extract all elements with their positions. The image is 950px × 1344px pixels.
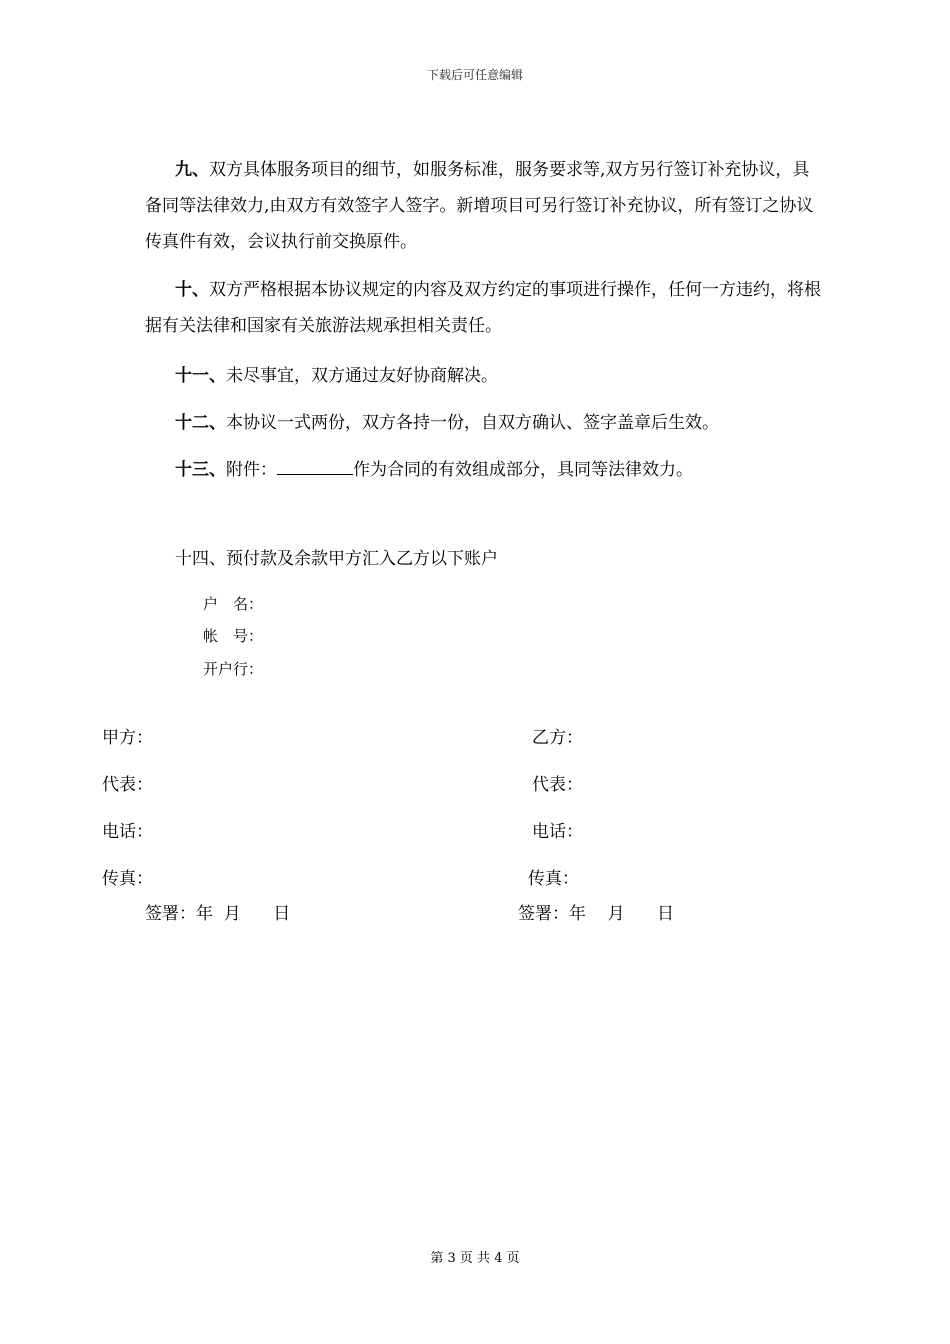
clause-13 bbox=[145, 452, 825, 488]
clause-11-text: 未尽事宜，双方通过友好协商解决。 bbox=[226, 366, 498, 386]
party-a-fax-label: 传真： bbox=[102, 869, 153, 889]
clause-14-text: 预付款及余款甲方汇入乙方以下账户 bbox=[226, 549, 498, 569]
clause-13-number: 十三、 bbox=[175, 460, 226, 480]
party-b-sign-date: 签署：年 月 日 bbox=[518, 904, 675, 924]
clause-10-number: 十、 bbox=[175, 280, 209, 300]
party-a-phone-label: 电话： bbox=[102, 822, 153, 842]
clause-14-number: 十四、 bbox=[175, 549, 226, 569]
attachment-blank-line bbox=[277, 456, 353, 475]
clause-12-text: 本协议一式两份，双方各持一份，自双方确认、签字盖章后生效。 bbox=[226, 413, 719, 433]
clause-9 bbox=[145, 152, 825, 260]
clause-11-number: 十一、 bbox=[175, 366, 226, 386]
clause-10 bbox=[145, 272, 825, 344]
account-number-label: 帐 号： bbox=[203, 627, 264, 645]
party-b-label: 乙方： bbox=[532, 728, 583, 748]
clause-10-text: 双方严格根据本协议规定的内容及双方约定的事项进行操作，任何一方违约，将根据有关法律和国家有关旅游法规承担相关责任。 bbox=[145, 280, 821, 336]
party-b-fax-label: 传真： bbox=[528, 869, 579, 889]
clause-11 bbox=[145, 358, 825, 394]
account-bank-label: 开户行： bbox=[203, 660, 264, 678]
clause-12-number: 十二、 bbox=[175, 413, 226, 433]
account-name-label: 户 名： bbox=[203, 595, 264, 613]
party-a-sign-date: 签署：年 月 日 bbox=[145, 904, 291, 924]
party-a-rep-label: 代表： bbox=[102, 775, 153, 795]
clause-12 bbox=[145, 405, 825, 441]
party-b-rep-label: 代表： bbox=[532, 775, 583, 795]
clause-13-text-after: 作为合同的有效组成部分，具同等法律效力。 bbox=[353, 460, 693, 480]
party-a-label: 甲方： bbox=[102, 728, 153, 748]
party-b-phone-label: 电话： bbox=[532, 822, 583, 842]
page-number-footer: 第 3 页 共 4 页 bbox=[430, 1251, 520, 1266]
clause-13-text-before: 附件： bbox=[226, 460, 277, 480]
clause-14 bbox=[145, 541, 825, 577]
header-note: 下载后可任意编辑 bbox=[426, 68, 523, 82]
clause-9-text: 双方具体服务项目的细节，如服务标准，服务要求等,双方另行签订补充协议，具备同等法律效力,由双方有效签字人签字。新增项目可另行签订补充协议，所有签订之协议传真件有效，会议执行前交换原件。 bbox=[145, 160, 814, 252]
clause-9-number: 九、 bbox=[175, 160, 209, 180]
